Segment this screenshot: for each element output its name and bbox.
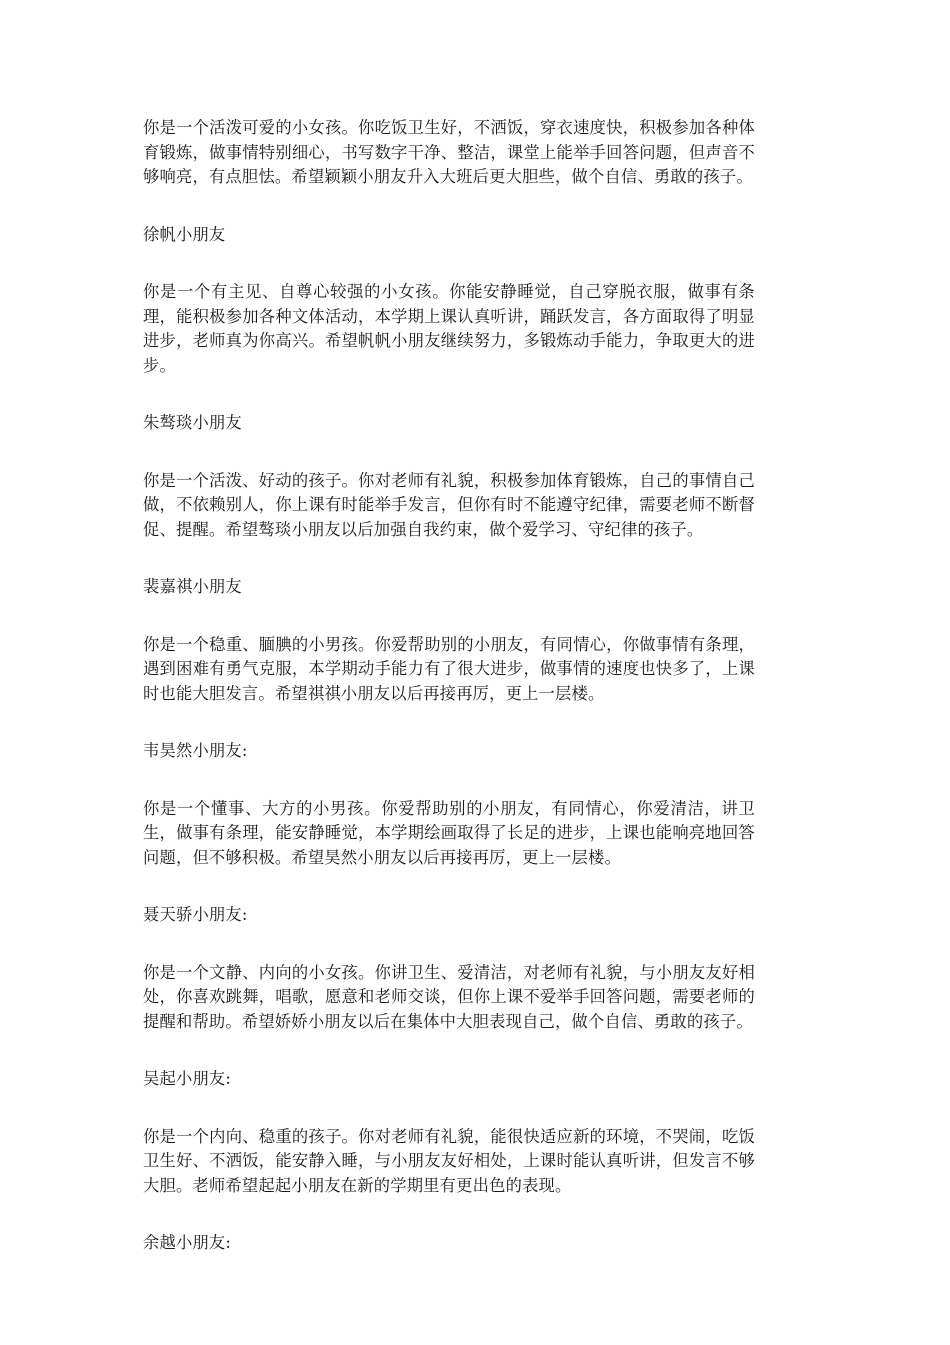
document-page — [143, 116, 755, 1289]
comment-paragraph: 你是一个内向、稳重的孩子。你对老师有礼貌，能很快适应新的环境，不哭闹，吃饭卫生好、不洒饭，能安静入睡，与小朋友友好相处，上课时能认真听讲，但发言不够大胆。老师希望起起小朋友在新的学期里有更出色的表现。 — [143, 1126, 755, 1195]
student-name: 聂天骄小朋友: — [143, 905, 248, 924]
student-name: 徐帆小朋友 — [143, 224, 226, 244]
comment-paragraph: 你是一个稳重、腼腆的小男孩。你爱帮助别的小朋友，有同情心，你做事情有条理，遇到困难有勇气克服，本学期动手能力有了很大进步，做事情的速度也快多了，上课时也能大胆发言。希望祺祺小朋友以后再接再厉，更上一层楼。 — [143, 634, 755, 703]
student-name: 韦昊然小朋友: — [143, 741, 248, 760]
comment-paragraph: 你是一个有主见、自尊心较强的小女孩。你能安静睡觉，自己穿脱衣服，做事有条理，能积极参加各种文体活动，本学期上课认真听讲，踊跃发言，各方面取得了明显进步，老师真为你高兴。希望帆帆小朋友继续努力，多锻炼动手能力，争取更大的进步。 — [143, 282, 755, 375]
comment-paragraph: 你是一个文静、内向的小女孩。你讲卫生、爱清洁，对老师有礼貌，与小朋友友好相处，你喜欢跳舞，唱歌，愿意和老师交谈，但你上课不爱举手回答问题，需要老师的提醒和帮助。希望娇娇小朋友以后在集体中大胆表现自己，做个自信、勇敢的孩子。 — [143, 962, 755, 1031]
student-name: 朱骜琰小朋友 — [143, 413, 242, 432]
student-name: 余越小朋友: — [143, 1233, 232, 1252]
student-name: 吴起小朋友: — [143, 1069, 232, 1088]
comment-paragraph: 你是一个活泼、好动的孩子。你对老师有礼貌，积极参加体育锻炼，自己的事情自己做，不依赖别人，你上课有时能举手发言，但你有时不能遵守纪律，需要老师不断督促、提醒。希望骜琰小朋友以后加强自我约束，做个爱学习、守纪律的孩子。 — [143, 470, 755, 539]
comment-paragraph: 你是一个懂事、大方的小男孩。你爱帮助别的小朋友，有同情心，你爱清洁，讲卫生，做事有条理，能安静睡觉，本学期绘画取得了长足的进步，上课也能响亮地回答问题，但不够积极。希望昊然小朋友以后再接再厉，更上一层楼。 — [143, 798, 755, 867]
student-name: 裴嘉祺小朋友 — [143, 577, 242, 596]
comment-paragraph: 你是一个活泼可爱的小女孩。你吃饭卫生好，不洒饭，穿衣速度快，积极参加各种体育锻炼，做事情特别细心，书写数字干净、整洁，课堂上能举手回答问题，但声音不够响亮，有点胆怯。希望颖颖小朋友升入大班后更大胆些，做个自信、勇敢的孩子。 — [143, 118, 755, 186]
